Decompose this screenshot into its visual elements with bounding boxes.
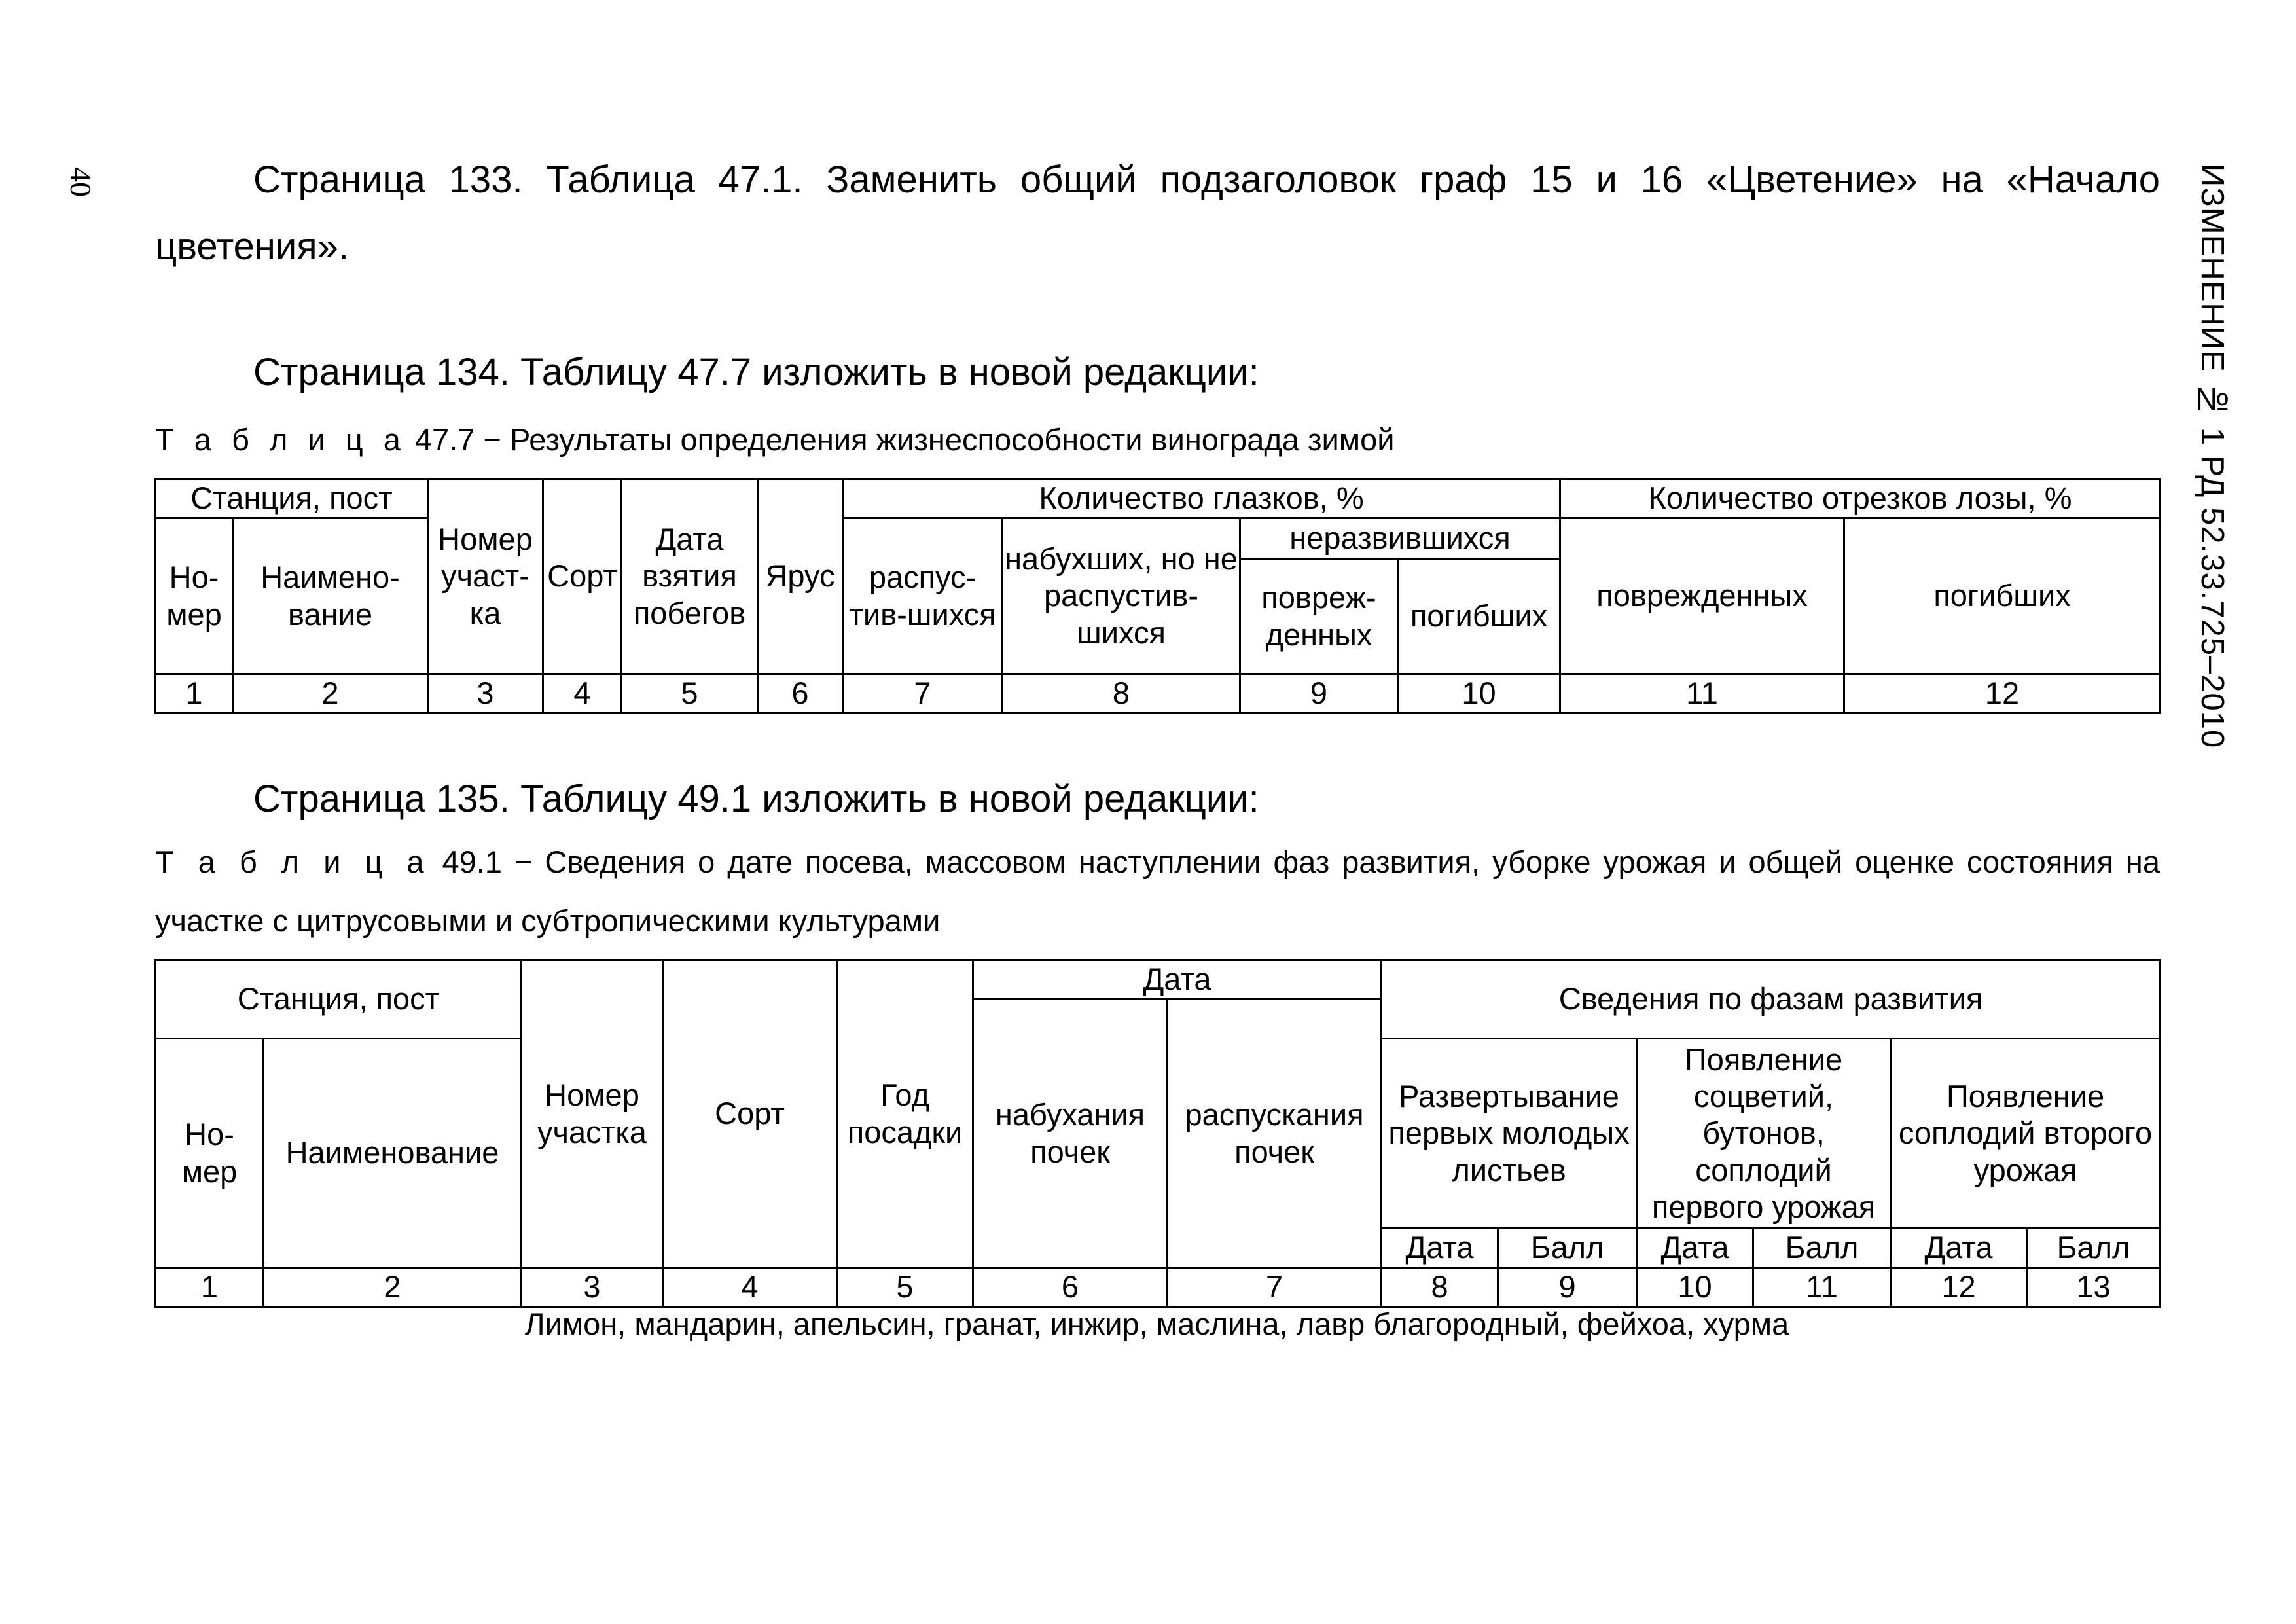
header-eyes-count: Количество глазков, % [843, 479, 1560, 518]
header-score-3: Балл [2027, 1229, 2161, 1268]
header-eyes-damaged: повреж-денных [1240, 559, 1398, 674]
header-second-harvest: Появление соплодий второго урожая [1891, 1039, 2161, 1229]
header-station-post: Станция, пост [156, 960, 522, 1039]
header-station-number: Но-мер [156, 1039, 264, 1268]
column-number: 10 [1398, 674, 1560, 713]
column-number: 10 [1637, 1268, 1753, 1307]
table1-caption-label: Т а б л и ц а [155, 422, 406, 457]
column-number: 12 [1891, 1268, 2027, 1307]
header-cuttings-damaged: поврежденных [1560, 518, 1844, 674]
header-eyes-dead: погибших [1398, 559, 1560, 674]
column-number: 8 [1382, 1268, 1498, 1307]
column-number: 1 [156, 1268, 264, 1307]
header-cuttings-dead: погибших [1844, 518, 2161, 674]
column-number: 11 [1560, 674, 1844, 713]
header-bud-blooming: распускания почек [1168, 1000, 1382, 1268]
table-row [156, 1268, 2161, 1307]
page-number: 40 [64, 167, 98, 197]
column-number: 4 [543, 674, 622, 713]
column-number: 5 [837, 1268, 973, 1307]
header-bloomed: распус-тив-шихся [843, 518, 1003, 674]
table-49-1 [154, 959, 2161, 1308]
column-number: 9 [1498, 1268, 1637, 1307]
table2-caption-label: Т а б л и ц а [155, 844, 430, 879]
header-date-1: Дата [1382, 1229, 1498, 1268]
heading-page-134: Страница 134. Таблицу 47.7 изложить в новой редакции: [253, 351, 1259, 393]
column-number: 6 [973, 1268, 1168, 1307]
column-number: 1 [156, 674, 233, 713]
column-number: 3 [522, 1268, 663, 1307]
table2-caption [155, 833, 2160, 950]
column-number: 2 [264, 1268, 522, 1307]
heading-page-135: Страница 135. Таблицу 49.1 изложить в новой редакции: [253, 778, 1259, 820]
header-tier: Ярус [758, 479, 843, 674]
table1-caption [155, 410, 2160, 469]
column-number: 4 [663, 1268, 837, 1307]
header-station-name: Наименование [264, 1039, 522, 1268]
table-47-7 [154, 478, 2161, 714]
paragraph-page-133: Страница 133. Таблица 47.1. Заменить общий подзаголовок граф 15 и 16 «Цветение» на «Начало цветения». [155, 158, 2160, 268]
header-score-2: Балл [1753, 1229, 1891, 1268]
column-number: 2 [233, 674, 428, 713]
column-number: 7 [1168, 1268, 1382, 1307]
header-shoot-date: Дата взятия побегов [622, 479, 758, 674]
header-plot-number: Номер участ-ка [428, 479, 543, 674]
header-sort: Сорт [543, 479, 622, 674]
header-date: Дата [973, 960, 1382, 1000]
column-number: 7 [843, 674, 1003, 713]
header-score-1: Балл [1498, 1229, 1637, 1268]
column-number: 5 [622, 674, 758, 713]
column-number: 13 [2027, 1268, 2161, 1307]
table2-caption-text: 49.1 − Сведения о дате посева, массовом наступлении фаз развития, уборке урожая и общей оценке состояния на участке с цитрусовыми и субтропическими культурами [155, 844, 2160, 938]
header-swollen: набухших, но не распустив-шихся [1003, 518, 1240, 674]
header-undeveloped: неразвившихся [1240, 518, 1560, 559]
column-number: 11 [1753, 1268, 1891, 1307]
column-number: 3 [428, 674, 543, 713]
header-station-number: Но-мер [156, 518, 233, 674]
header-plot-number: Номер участка [522, 960, 663, 1268]
header-station-name: Наимено-вание [233, 518, 428, 674]
header-station-post: Станция, пост [156, 479, 428, 518]
header-bud-swelling: набухания почек [973, 1000, 1168, 1268]
header-planting-year: Год посадки [837, 960, 973, 1268]
column-number: 8 [1003, 674, 1240, 713]
header-sort: Сорт [663, 960, 837, 1268]
column-number: 12 [1844, 674, 2161, 713]
table-row [156, 674, 2161, 713]
column-number: 6 [758, 674, 843, 713]
header-phases: Сведения по фазам развития [1382, 960, 2161, 1039]
header-date-3: Дата [1891, 1229, 2027, 1268]
header-leaves: Развертывание первых молодых листьев [1382, 1039, 1637, 1229]
table1-caption-text: 47.7 − Результаты определения жизнеспособности винограда зимой [406, 422, 1395, 457]
document-side-title: ИЗМЕНЕНИЕ № 1 РД 52.33.725–2010 [2195, 164, 2230, 749]
table2-crop-note: Лимон, мандарин, апельсин, гранат, инжир, маслина, лавр благородный, фейхоа, хурма [524, 1307, 1789, 1341]
header-first-harvest: Появление соцветий, бутонов, соплодий первого урожая [1637, 1039, 1891, 1229]
column-number: 9 [1240, 674, 1398, 713]
header-date-2: Дата [1637, 1229, 1753, 1268]
header-cuttings-count: Количество отрезков лозы, % [1560, 479, 2161, 518]
